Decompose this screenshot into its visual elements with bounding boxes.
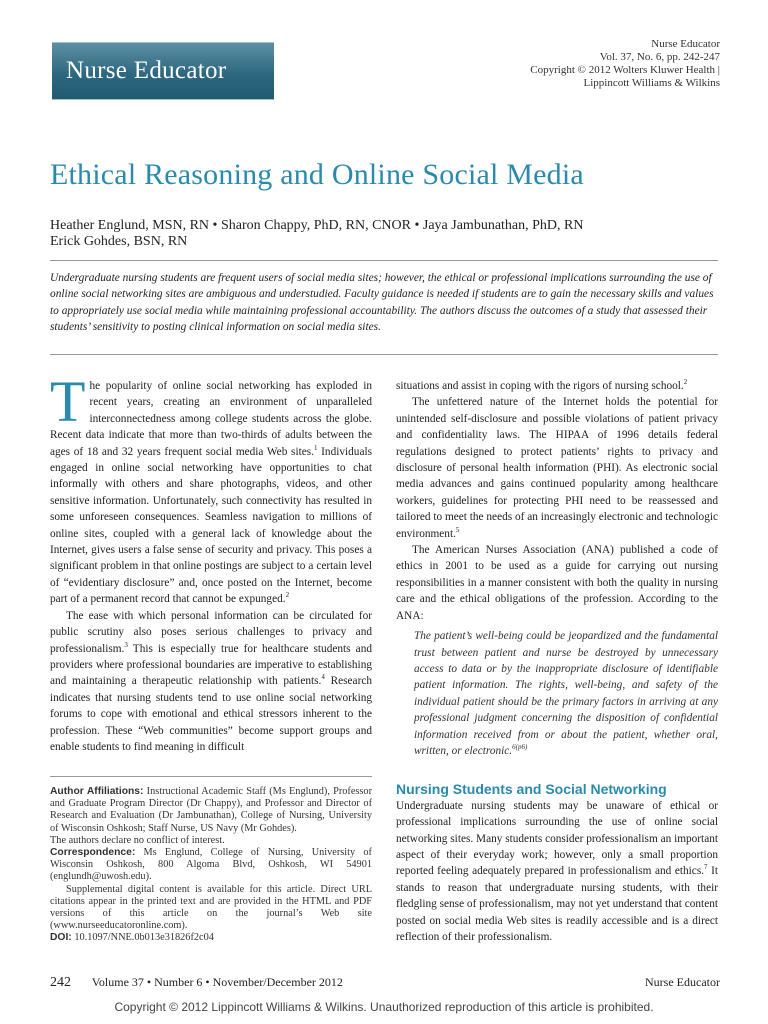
author-line: Heather Englund, MSN, RN • Sharon Chappy, PhD, RN, CNOR • Jaya Jambunathan, PhD, RN [50,218,584,233]
divider [50,776,372,777]
citation-block [530,38,720,90]
reference-marker: 6(p6) [512,743,528,752]
body-paragraph: The ease with which personal information can be circulated for public scrutiny also poses serious challenges to privacy and professionalism.$^3$ This is especially true for healthcare students and providers where professional boundaries are imperative to establishing and maintaining a therapeutic relationship with patients.$^4$ Research indicates that nursing students tend to use online social networking forums to cope with emotional and ethical stressors inherent to the profession. These “Web communities” become support groups and enable students to find meaning in difficult [50,609,372,753]
body-paragraph: The popularity of online social networking has exploded in recent years, creating an environment of unparalleled interconnectedness among college students across the globe. Recent data indicate that more than two-thirds of adults between the ages of 18 and 32 years frequent social media Web sites.$^1$ Individuals engaged in online social networking have opportunities to chat informally with others and share photographs, videos, and other sensitive information. Unfortunately, such connectivity has resulted in some unforeseen consequences. Seamless navigation to millions of online sites, coupled with a general lack of knowledge about the Internet, gives users a false sense of security and privacy. This poses a significant problem in that online postings are subject to a certain level of “evidentiary disclosure” and, once posted on the Internet, become part of a permanent record that cannot be expunged.$^2$ [50,369,373,606]
abstract: Undergraduate nursing students are frequent users of social media sites; however, the ethical or professional implications surrounding the use of online social networking sites are ambiguous and understudied. Faculty guidance is needed if students are to gain the necessary skills and values to appropriately use social media while maintaining professional accountability. The authors discuss the outcomes of a study that assessed their students’ sensitivity to posting clinical information on social media sites. [50,272,714,334]
affiliations-text: Author Affiliations: Instructional Academic Staff (Ms Englund), Professor and Graduate Program Director (Dr Chappy), and Professor and Director of Research and Evaluation (Dr Jambunathan), College of Nursing, University of Wisconsin Oshkosh; Staff Nurse, US Navy (Mr Gohdes). [50,786,372,834]
page-footer-journal: Nurse Educator [645,975,720,989]
page-number: 242 [50,975,71,990]
issue-info: Volume 37 • Number 6 • November/December 2012 [91,975,343,989]
body-paragraph: situations and assist in coping with the rigors of nursing school.$^2$ [396,378,688,392]
block-quote: The patient’s well-being could be jeopardized and the fundamental trust between patient and nurse be destroyed by unnecessary access to data or by the inappropriate disclosure of identifiable patient information. The rights, well-being, and safety of the individual patient should be the primary factors in arriving at any professional judgment concerning the disposition of confidential information received from or about the patient, whether oral, written, or electronic.$^{6(p6)}$ [414,630,718,757]
citation-line: Vol. 37, No. 6, pp. 242-247 [599,51,720,63]
doi: DOI: 10.1097/NNE.0b013e31826f2c04 [50,932,214,944]
correspondence: Correspondence: Ms Englund, College of Nursing, University of Wisconsin Oshkosh, 800 Algoma Blvd, Oshkosh, WI 54901 (englundh@uwosh.edu). [50,847,372,883]
supplemental-note: Supplemental digital content is available for this article. Direct URL citations appear in the printed text and are provided in the HTML and PDF versions of this article on the journal’s Web site (www.nurseeducatoronline.com). [50,883,372,932]
affiliations-box [50,786,372,945]
journal-banner-title: Nurse Educator [66,57,227,84]
left-column [50,369,373,755]
reference-marker: 4 [321,673,325,682]
page-footer-left [50,975,343,991]
citation-line: Nurse Educator [651,38,720,50]
author-list [50,218,583,250]
article-title: Ethical Reasoning and Online Social Media [50,158,584,191]
reference-marker: 2 [683,378,688,387]
reference-marker: 1 [313,443,318,452]
section-heading: Nursing Students and Social Networking [396,781,667,798]
divider [50,260,718,261]
conflict-statement: The authors declare no conflict of interest. [50,834,225,846]
author-line: Erick Gohdes, BSN, RN [50,234,188,249]
journal-banner [52,42,274,99]
drop-cap: T [50,369,86,434]
body-paragraph: Undergraduate nursing students may be unaware of ethical or professional implications surrounding the use of online social networking sites. Many students consider professionalism an important aspect of their everyday work; however, only a small proportion reported feeling adequately prepared in professionalism and ethics.$^7$ It stands to reason that undergraduate nursing students, with their fledgling sense of professionalism, may not yet understand that content posted on social media Web sites is readily accessible and is a direct reflection of their professionalism. [396,799,718,943]
copyright-notice: Copyright © 2012 Lippincott Williams & Wilkins. Unauthorized reproduction of this article is prohibited. [114,1000,654,1014]
citation-line: Copyright © 2012 Wolters Kluwer Health | [530,64,720,76]
body-paragraph: The unfettered nature of the Internet holds the potential for unintended self-disclosure and possible violations of patient privacy and confidentiality laws. The HIPAA of 1996 details federal regulations designed to protect patients’ rights to privacy and disclosure of personal health information (PHI). As electronic social media advances and gains continued popularity among healthcare workers, guidelines for protecting PHI need to be reassessed and tailored to meet the needs of an increasingly electronic and technologic environment.$^5$ [396,396,718,540]
reference-marker: 2 [285,591,290,600]
citation-line: Lippincott Williams & Wilkins [583,77,720,89]
divider [50,354,718,355]
reference-marker: 3 [124,640,128,649]
reference-marker: 5 [455,525,460,534]
right-column [396,378,718,945]
reference-marker: 7 [704,863,708,872]
body-paragraph: The American Nurses Association (ANA) published a code of ethics in 2001 to be used as a guide for carrying out nursing responsibilities in a manner consistent with both the quality in nursing care and the ethical obligations of the profession. According to the ANA: [396,544,718,622]
